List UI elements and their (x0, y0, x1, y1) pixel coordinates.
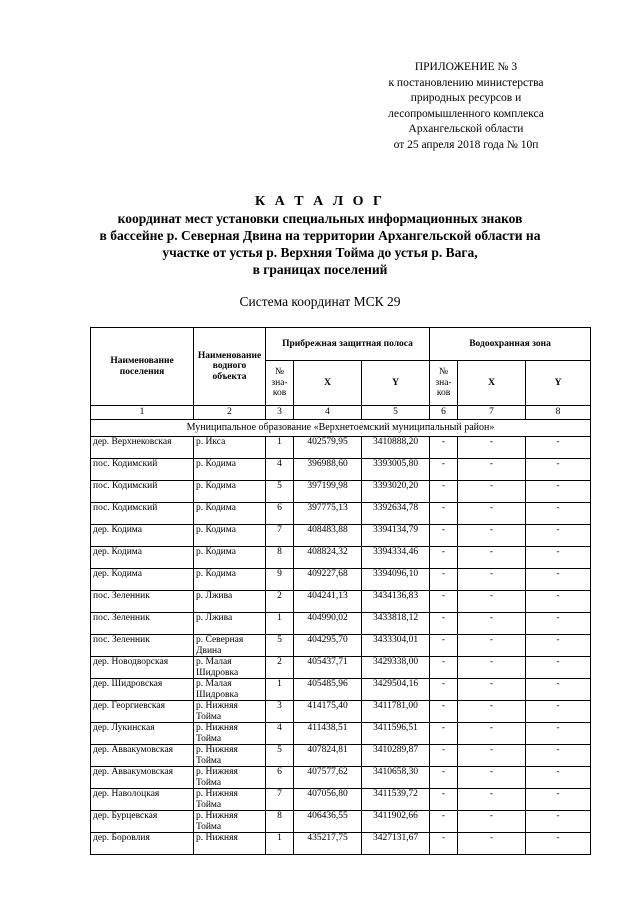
coastal-y-cell: 3410289,87 (362, 745, 430, 767)
sign-number-cell: 8 (266, 547, 294, 569)
zone-x-cell: - (458, 591, 526, 613)
water-object-cell: р. Северная Двина (194, 635, 266, 657)
zone-y-cell: - (526, 525, 591, 547)
table-row (91, 789, 591, 811)
zone-y-cell: - (526, 591, 591, 613)
column-number-row (91, 406, 591, 420)
coastal-y-cell: 3393005,80 (362, 459, 430, 481)
appendix-block (360, 60, 572, 153)
zone-x-cell: - (458, 459, 526, 481)
coastal-y-cell: 3394096,10 (362, 569, 430, 591)
water-object-cell: р. Нижняя Тойма (194, 701, 266, 723)
water-object-cell: р. Нижняя Тойма (194, 767, 266, 789)
coastal-x-cell: 406436,55 (294, 811, 362, 833)
sign-number-cell: 8 (266, 811, 294, 833)
coastal-x-cell: 402579,95 (294, 437, 362, 459)
header-sign-number: № зна- ков (266, 361, 294, 406)
zone-x-cell: - (458, 723, 526, 745)
sign-number-cell: 7 (266, 789, 294, 811)
water-object-cell: р. Нижняя (194, 833, 266, 855)
sign-number-cell: 6 (266, 767, 294, 789)
zone-sign-number-cell: - (430, 459, 458, 481)
settlement-cell: пос. Кодимский (91, 459, 194, 481)
settlement-cell: дер. Новодворская (91, 657, 194, 679)
zone-y-cell: - (526, 657, 591, 679)
title-line: в бассейне р. Северная Двина на территории Архангельской области на (99, 228, 541, 243)
table-row (91, 723, 591, 745)
zone-x-cell: - (458, 789, 526, 811)
zone-y-cell: - (526, 833, 591, 855)
sign-number-cell: 1 (266, 679, 294, 701)
sign-number-cell: 1 (266, 437, 294, 459)
header-x: X (294, 361, 362, 406)
column-number: 4 (294, 406, 362, 420)
settlement-cell: дер. Кодима (91, 569, 194, 591)
settlement-cell: пос. Зеленник (91, 613, 194, 635)
settlement-cell: пос. Кодимский (91, 481, 194, 503)
sign-number-cell: 5 (266, 481, 294, 503)
table-row (91, 437, 591, 459)
table-row (91, 591, 591, 613)
sign-number-cell: 2 (266, 591, 294, 613)
zone-sign-number-cell: - (430, 569, 458, 591)
settlement-cell: дер. Кодима (91, 525, 194, 547)
zone-x-cell: - (458, 833, 526, 855)
zone-y-cell: - (526, 745, 591, 767)
sign-number-cell: 1 (266, 833, 294, 855)
zone-x-cell: - (458, 767, 526, 789)
zone-x-cell: - (458, 745, 526, 767)
settlement-cell: дер. Аввакумовская (91, 767, 194, 789)
zone-sign-number-cell: - (430, 635, 458, 657)
zone-sign-number-cell: - (430, 767, 458, 789)
settlement-cell: дер. Лукинская (91, 723, 194, 745)
coastal-x-cell: 404295,70 (294, 635, 362, 657)
table-row (91, 481, 591, 503)
sign-number-cell: 7 (266, 525, 294, 547)
settlement-cell: пос. Зеленник (91, 635, 194, 657)
zone-y-cell: - (526, 723, 591, 745)
coastal-y-cell: 3433304,01 (362, 635, 430, 657)
sign-number-cell: 4 (266, 459, 294, 481)
header-x: X (458, 361, 526, 406)
section-row (91, 420, 591, 437)
water-object-cell: р. Икса (194, 437, 266, 459)
section-title: Муниципальное образование «Верхнетоемский муниципальный район» (91, 420, 591, 437)
coastal-x-cell: 397775,13 (294, 503, 362, 525)
table-row (91, 745, 591, 767)
zone-x-cell: - (458, 525, 526, 547)
sign-number-cell: 9 (266, 569, 294, 591)
table-row (91, 635, 591, 657)
table-row (91, 833, 591, 855)
sign-number-cell: 4 (266, 723, 294, 745)
water-object-cell: р. Нижняя Тойма (194, 745, 266, 767)
settlement-cell: дер. Наволоцкая (91, 789, 194, 811)
appendix-line: Архангельской области (408, 123, 524, 135)
water-object-cell: р. Лжива (194, 613, 266, 635)
zone-sign-number-cell: - (430, 701, 458, 723)
zone-x-cell: - (458, 635, 526, 657)
zone-sign-number-cell: - (430, 657, 458, 679)
zone-x-cell: - (458, 657, 526, 679)
coastal-y-cell: 3410888,20 (362, 437, 430, 459)
coastal-y-cell: 3411781,00 (362, 701, 430, 723)
water-object-cell: р. Нижняя Тойма (194, 811, 266, 833)
coastal-y-cell: 3394334,46 (362, 547, 430, 569)
coordinate-system: Система координат МСК 29 (239, 294, 401, 309)
coastal-x-cell: 397199,98 (294, 481, 362, 503)
header-coastal-strip: Прибрежная защитная полоса (266, 328, 430, 361)
coastal-y-cell: 3394134,79 (362, 525, 430, 547)
zone-sign-number-cell: - (430, 525, 458, 547)
water-object-cell: р. Кодима (194, 525, 266, 547)
table-row (91, 459, 591, 481)
coastal-y-cell: 3427131,67 (362, 833, 430, 855)
coastal-y-cell: 3434136,83 (362, 591, 430, 613)
table-row (91, 811, 591, 833)
title-line: координат мест установки специальных информационных знаков (117, 211, 523, 226)
column-number: 3 (266, 406, 294, 420)
column-number: 1 (91, 406, 194, 420)
column-number: 5 (362, 406, 430, 420)
appendix-line: природных ресурсов и (410, 92, 522, 104)
table-row (91, 657, 591, 679)
zone-sign-number-cell: - (430, 745, 458, 767)
water-object-cell: р. Нижняя Тойма (194, 723, 266, 745)
column-number: 6 (430, 406, 458, 420)
coastal-y-cell: 3429338,00 (362, 657, 430, 679)
coastal-x-cell: 405485,96 (294, 679, 362, 701)
zone-sign-number-cell: - (430, 591, 458, 613)
sign-number-cell: 5 (266, 635, 294, 657)
zone-x-cell: - (458, 811, 526, 833)
table-row (91, 679, 591, 701)
catalog-title (60, 193, 580, 278)
zone-x-cell: - (458, 437, 526, 459)
zone-y-cell: - (526, 789, 591, 811)
table-row (91, 525, 591, 547)
coastal-x-cell: 404241,13 (294, 591, 362, 613)
coastal-x-cell: 408824,32 (294, 547, 362, 569)
title-line: в границах поселений (252, 262, 388, 277)
water-object-cell: р. Кодима (194, 481, 266, 503)
header-sign-number: № зна- ков (430, 361, 458, 406)
coastal-x-cell: 396988,60 (294, 459, 362, 481)
zone-x-cell: - (458, 613, 526, 635)
zone-sign-number-cell: - (430, 481, 458, 503)
zone-y-cell: - (526, 613, 591, 635)
water-object-cell: р. Нижняя Тойма (194, 789, 266, 811)
zone-x-cell: - (458, 503, 526, 525)
sign-number-cell: 1 (266, 613, 294, 635)
zone-y-cell: - (526, 481, 591, 503)
zone-x-cell: - (458, 701, 526, 723)
zone-sign-number-cell: - (430, 679, 458, 701)
coastal-x-cell: 408483,88 (294, 525, 362, 547)
settlement-cell: дер. Боровлия (91, 833, 194, 855)
zone-y-cell: - (526, 811, 591, 833)
sign-number-cell: 2 (266, 657, 294, 679)
catalog-heading: К А Т А Л О Г (255, 194, 385, 209)
table-row (91, 701, 591, 723)
header-settlement: Наименование поселения (91, 328, 194, 406)
sign-number-cell: 6 (266, 503, 294, 525)
zone-y-cell: - (526, 547, 591, 569)
coastal-x-cell: 407824,81 (294, 745, 362, 767)
water-object-cell: р. Кодима (194, 547, 266, 569)
coastal-y-cell: 3411596,51 (362, 723, 430, 745)
header-water-object: Наименование водного объекта (194, 328, 266, 406)
table-row (91, 503, 591, 525)
water-object-cell: р. Малая Шидровка (194, 679, 266, 701)
coastal-y-cell: 3433818,12 (362, 613, 430, 635)
table-row (91, 569, 591, 591)
water-object-cell: р. Малая Шидровка (194, 657, 266, 679)
coastal-y-cell: 3429504,16 (362, 679, 430, 701)
table-row (91, 767, 591, 789)
zone-sign-number-cell: - (430, 503, 458, 525)
settlement-cell: дер. Георгиевская (91, 701, 194, 723)
coastal-x-cell: 404990,02 (294, 613, 362, 635)
title-line: участке от устья р. Верхняя Тойма до устья р. Вага, (162, 245, 478, 260)
zone-y-cell: - (526, 701, 591, 723)
sign-number-cell: 5 (266, 745, 294, 767)
coastal-x-cell: 407577,62 (294, 767, 362, 789)
zone-y-cell: - (526, 503, 591, 525)
coastal-y-cell: 3411902,66 (362, 811, 430, 833)
zone-sign-number-cell: - (430, 437, 458, 459)
sign-number-cell: 3 (266, 701, 294, 723)
column-number: 2 (194, 406, 266, 420)
zone-y-cell: - (526, 437, 591, 459)
settlement-cell: дер. Шидровская (91, 679, 194, 701)
coastal-y-cell: 3393020,20 (362, 481, 430, 503)
coastal-y-cell: 3411539,72 (362, 789, 430, 811)
zone-y-cell: - (526, 767, 591, 789)
zone-y-cell: - (526, 569, 591, 591)
zone-sign-number-cell: - (430, 547, 458, 569)
zone-sign-number-cell: - (430, 833, 458, 855)
header-y: Y (362, 361, 430, 406)
coastal-x-cell: 414175,40 (294, 701, 362, 723)
zone-y-cell: - (526, 679, 591, 701)
header-water-protection-zone: Водоохранная зона (430, 328, 591, 361)
appendix-line: лесопромышленного комплекса (388, 107, 544, 120)
coastal-x-cell: 435217,75 (294, 833, 362, 855)
coordinates-table (90, 327, 591, 855)
zone-sign-number-cell: - (430, 613, 458, 635)
coastal-x-cell: 405437,71 (294, 657, 362, 679)
appendix-line: ПРИЛОЖЕНИЕ № 3 (414, 61, 518, 73)
zone-sign-number-cell: - (430, 723, 458, 745)
water-object-cell: р. Кодима (194, 569, 266, 591)
zone-sign-number-cell: - (430, 789, 458, 811)
header-y: Y (526, 361, 591, 406)
settlement-cell: пос. Зеленник (91, 591, 194, 613)
zone-x-cell: - (458, 547, 526, 569)
zone-x-cell: - (458, 481, 526, 503)
appendix-line: к постановлению министерства (388, 76, 544, 89)
settlement-cell: дер. Бурцевская (91, 811, 194, 833)
table-row (91, 613, 591, 635)
settlement-cell: дер. Кодима (91, 547, 194, 569)
coastal-y-cell: 3410658,30 (362, 767, 430, 789)
water-object-cell: р. Лжива (194, 591, 266, 613)
zone-x-cell: - (458, 679, 526, 701)
zone-y-cell: - (526, 635, 591, 657)
water-object-cell: р. Кодима (194, 459, 266, 481)
settlement-cell: дер. Верхнековская (91, 437, 194, 459)
appendix-line: от 25 апреля 2018 года № 10п (393, 138, 539, 151)
coastal-x-cell: 407056,80 (294, 789, 362, 811)
water-object-cell: р. Кодима (194, 503, 266, 525)
coastal-y-cell: 3392634,78 (362, 503, 430, 525)
zone-x-cell: - (458, 569, 526, 591)
table-row (91, 547, 591, 569)
column-number: 8 (526, 406, 591, 420)
settlement-cell: пос. Кодимский (91, 503, 194, 525)
settlement-cell: дер. Аввакумовская (91, 745, 194, 767)
zone-y-cell: - (526, 459, 591, 481)
coastal-x-cell: 409227,68 (294, 569, 362, 591)
column-number: 7 (458, 406, 526, 420)
zone-sign-number-cell: - (430, 811, 458, 833)
coastal-x-cell: 411438,51 (294, 723, 362, 745)
